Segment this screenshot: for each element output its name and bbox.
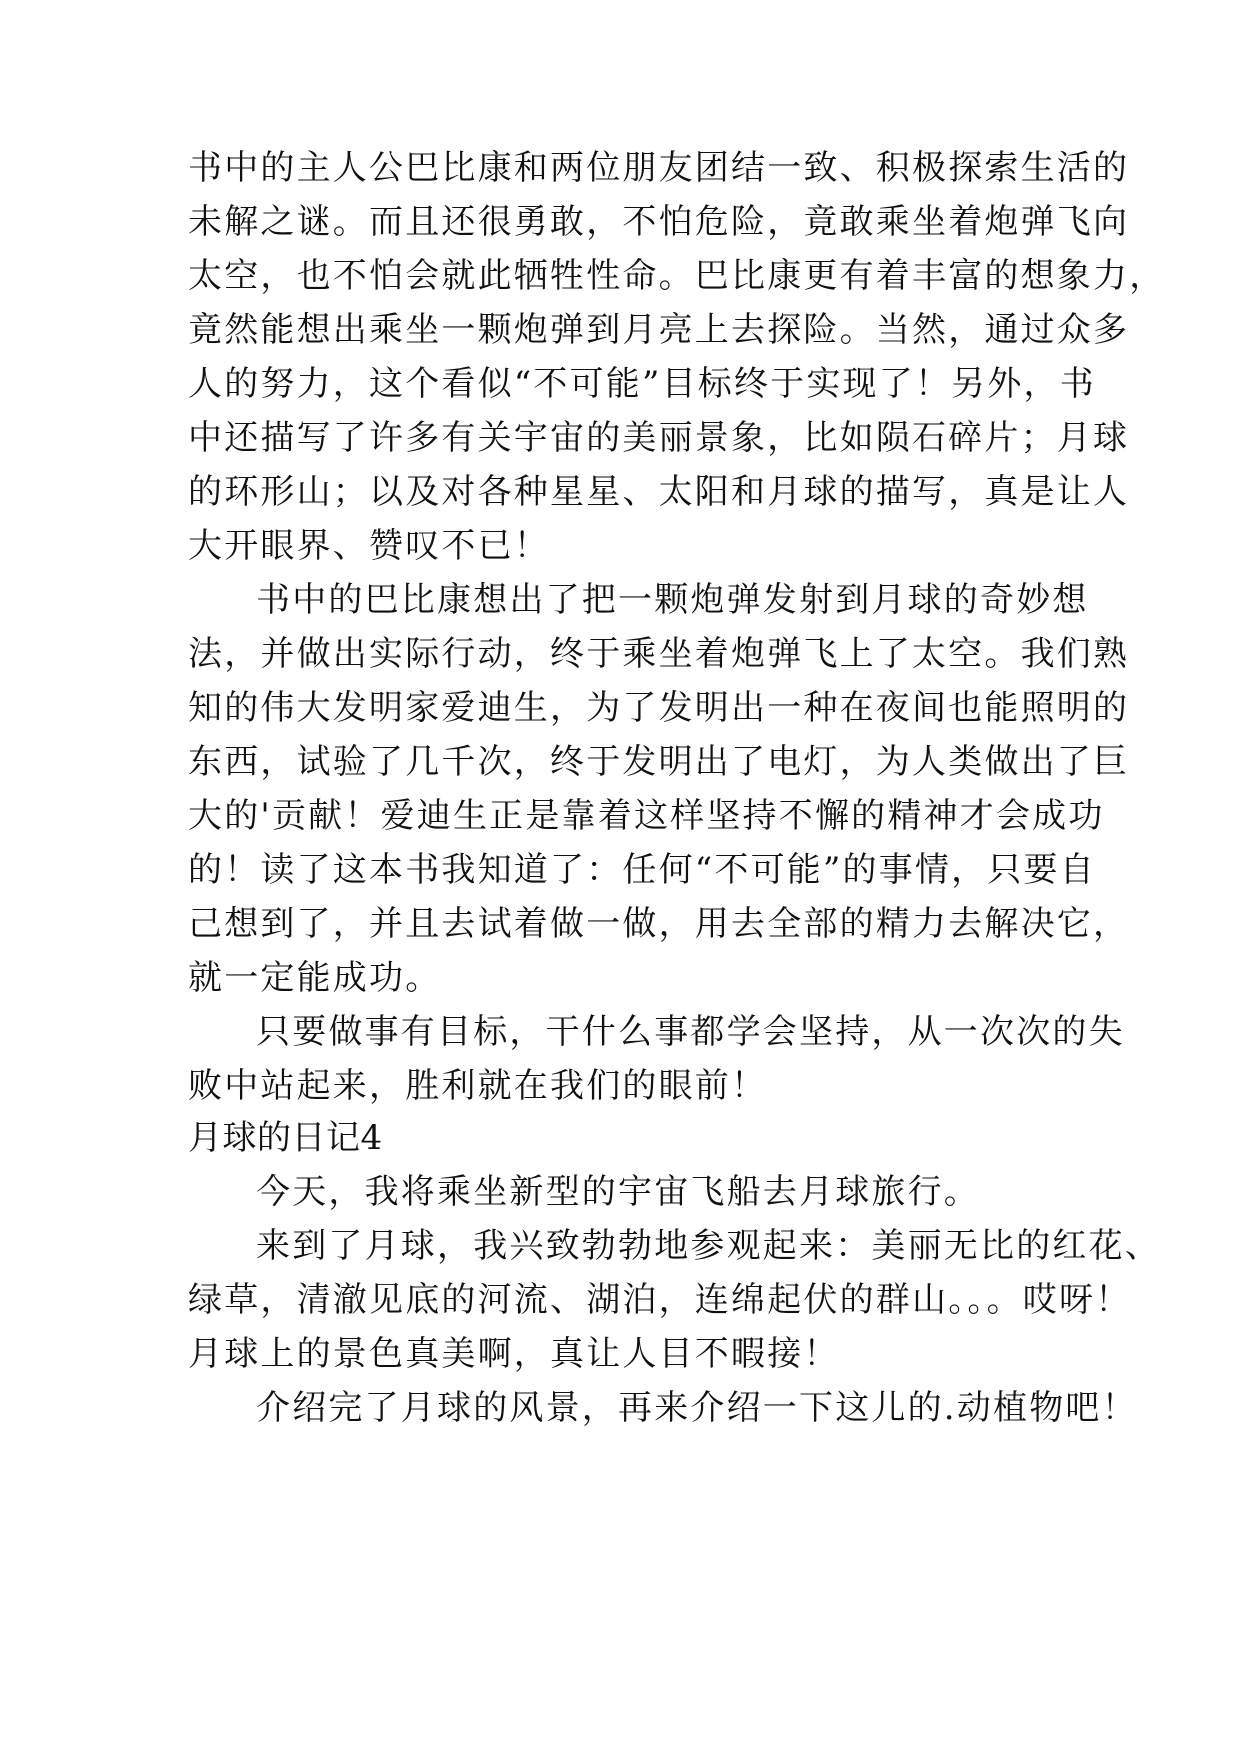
paragraph-2-line-6: 的！读了这本书我知道了：任何“不可能”的事情，只要自: [188, 850, 1096, 890]
paragraph-2-line-5: 大的'贡献！爱迪生正是靠着这样坚持不懈的精神才会成功: [188, 796, 1105, 836]
paragraph-2-line-2: 法，并做出实际行动，终于乘坐着炮弹飞上了太空。我们熟: [188, 634, 1130, 674]
paragraph-2-line-8: 就一定能成功。: [188, 958, 442, 998]
paragraph-5-line-3: 月球上的景色真美啊，真让人目不暇接！: [188, 1334, 840, 1374]
paragraph-2-line-1: 书中的巴比康想出了把一颗炮弹发射到月球的奇妙想: [256, 580, 1089, 620]
paragraph-1-line-6: 中还描写了许多有关宇宙的美丽景象，比如陨石碎片；月球: [188, 418, 1130, 458]
paragraph-2-line-3: 知的伟大发明家爱迪生，为了发明出一种在夜间也能照明的: [188, 688, 1130, 728]
paragraph-1-line-8: 大开眼界、赞叹不已！: [188, 526, 550, 566]
paragraph-3-line-1: 只要做事有目标，干什么事都学会坚持，从一次次的失: [256, 1012, 1125, 1052]
paragraph-5-line-1: 来到了月球，我兴致勃勃地参观起来：美丽无比的红花、: [256, 1226, 1161, 1266]
paragraph-1-line-5: 人的努力，这个看似“不可能”目标终于实现了！另外，书: [188, 364, 1096, 404]
section-title: 月球的日记4: [188, 1118, 383, 1158]
paragraph-1-line-2: 未解之谜。而且还很勇敢，不怕危险，竟敢乘坐着炮弹飞向: [188, 202, 1130, 242]
paragraph-5-line-2: 绿草，清澈见底的河流、湖泊，连绵起伏的群山。。。哎呀！: [188, 1280, 1132, 1320]
paragraph-2-line-7: 己想到了，并且去试着做一做，用去全部的精力去解决它，: [188, 904, 1130, 944]
paragraph-1-line-7: 的环形山；以及对各种星星、太阳和月球的描写，真是让人: [188, 472, 1130, 512]
paragraph-1-line-1: 书中的主人公巴比康和两位朋友团结一致、积极探索生活的: [188, 148, 1130, 188]
paragraph-6-line-1: 介绍完了月球的风景，再来介绍一下这儿的.动植物吧！: [256, 1388, 1138, 1428]
paragraph-2-line-4: 东西，试验了几千次，终于发明出了电灯，为人类做出了巨: [188, 742, 1130, 782]
paragraph-4-line-1: 今天，我将乘坐新型的宇宙飞船去月球旅行。: [256, 1172, 980, 1212]
paragraph-3-line-2: 败中站起来，胜利就在我们的眼前！: [188, 1066, 768, 1106]
paragraph-1-line-3: 太空，也不怕会就此牺牲性命。巴比康更有着丰富的想象力，: [188, 256, 1166, 296]
paragraph-1-line-4: 竟然能想出乘坐一颗炮弹到月亮上去探险。当然，通过众多: [188, 310, 1130, 350]
